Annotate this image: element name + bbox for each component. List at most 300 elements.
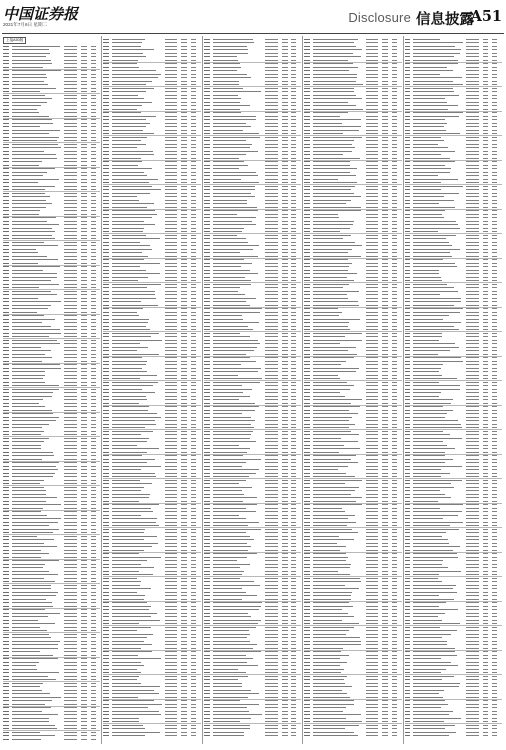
table-row (405, 154, 502, 156)
table-row (103, 70, 200, 72)
table-row (304, 511, 401, 513)
table-row (3, 175, 100, 177)
table-row (204, 266, 301, 268)
table-row (405, 490, 502, 492)
table-row (405, 413, 502, 415)
table-row (405, 455, 502, 457)
table-row (204, 392, 301, 394)
table-row (304, 143, 401, 145)
table-row (405, 77, 502, 79)
table-row (304, 423, 401, 425)
table-row (204, 77, 301, 79)
table-row (103, 119, 200, 121)
table-row (405, 581, 502, 583)
newspaper-name: 中国证券报 (3, 5, 79, 23)
table-row (3, 535, 100, 537)
table-row (405, 703, 502, 705)
table-row (405, 535, 502, 537)
table-row (3, 224, 100, 226)
table-row (304, 122, 401, 124)
table-row (3, 493, 100, 495)
table-row (204, 119, 301, 121)
table-row (304, 462, 401, 464)
table-row (405, 444, 502, 446)
table-row (405, 563, 502, 565)
table-row (304, 45, 401, 47)
table-row (405, 360, 502, 362)
table-row (304, 80, 401, 82)
table-row (103, 490, 200, 492)
table-row (3, 269, 100, 271)
table-row (204, 504, 301, 506)
table-row (204, 49, 301, 51)
table-row (304, 535, 401, 537)
table-row (3, 437, 100, 439)
table-row (304, 259, 401, 261)
table-row (103, 192, 200, 194)
table-row (204, 129, 301, 131)
table-row (304, 38, 401, 40)
table-row (304, 266, 401, 268)
table-row (103, 735, 200, 737)
table-row (3, 154, 100, 156)
table-row (3, 381, 100, 383)
table-row (204, 423, 301, 425)
table-row (3, 87, 100, 89)
table-row (204, 665, 301, 667)
table-row (405, 630, 502, 632)
table-row (405, 675, 502, 677)
table-row (103, 703, 200, 705)
table-row (3, 329, 100, 331)
table-row (405, 385, 502, 387)
table-row (103, 245, 200, 247)
table-row (405, 539, 502, 541)
table-row (3, 455, 100, 457)
table-row (204, 175, 301, 177)
table-row (103, 395, 200, 397)
table-row (204, 94, 301, 96)
table-row (204, 661, 301, 663)
table-row (405, 553, 502, 555)
table-row (3, 549, 100, 551)
table-row (204, 731, 301, 733)
table-row (3, 574, 100, 576)
table-row (204, 577, 301, 579)
table-row (304, 269, 401, 271)
table-row (405, 217, 502, 219)
table-row (405, 479, 502, 481)
table-row (204, 276, 301, 278)
table-row (304, 388, 401, 390)
table-row (405, 126, 502, 128)
table-row (304, 381, 401, 383)
table-row (3, 157, 100, 159)
table-row (204, 679, 301, 681)
table-row (204, 640, 301, 642)
table-row (304, 420, 401, 422)
table-row (405, 73, 502, 75)
section-title-english: Disclosure (348, 10, 411, 25)
table-row (3, 724, 100, 726)
table-row (304, 490, 401, 492)
table-row (405, 504, 502, 506)
table-row (204, 360, 301, 362)
table-row (204, 409, 301, 411)
table-row (405, 542, 502, 544)
table-row (3, 280, 100, 282)
table-row (103, 644, 200, 646)
table-row (405, 252, 502, 254)
table-row (103, 675, 200, 677)
table-row (3, 105, 100, 107)
table-row (304, 87, 401, 89)
table-row (3, 546, 100, 548)
table-row (304, 77, 401, 79)
table-row (304, 220, 401, 222)
table-row (103, 514, 200, 516)
table-row (405, 717, 502, 719)
table-row (304, 395, 401, 397)
table-row (405, 399, 502, 401)
table-row (3, 619, 100, 621)
table-row (103, 136, 200, 138)
table-row (103, 465, 200, 467)
table-row (405, 357, 502, 359)
table-row (304, 210, 401, 212)
table-row (3, 259, 100, 261)
table-row (103, 521, 200, 523)
table-row (103, 556, 200, 558)
table-row (3, 490, 100, 492)
table-row (405, 654, 502, 656)
table-row (3, 672, 100, 674)
table-row (103, 199, 200, 201)
table-row (3, 602, 100, 604)
table-row (204, 437, 301, 439)
table-row (204, 714, 301, 716)
table-row (3, 227, 100, 229)
table-row (405, 395, 502, 397)
table-row (103, 220, 200, 222)
table-row (103, 77, 200, 79)
table-row (3, 273, 100, 275)
table-row (103, 98, 200, 100)
table-row (304, 546, 401, 548)
table-row (304, 63, 401, 65)
table-row (405, 224, 502, 226)
table-row (304, 248, 401, 250)
table-row (405, 416, 502, 418)
table-row (103, 588, 200, 590)
table-row (405, 364, 502, 366)
table-row (304, 563, 401, 565)
table-row (3, 395, 100, 397)
table-row (3, 563, 100, 565)
table-row (304, 605, 401, 607)
table-row (405, 570, 502, 572)
table-row (405, 199, 502, 201)
table-row (3, 171, 100, 173)
table-row (405, 94, 502, 96)
table-row (103, 689, 200, 691)
table-row (3, 448, 100, 450)
table-row (405, 577, 502, 579)
table-row (405, 140, 502, 142)
table-row (3, 126, 100, 128)
table-row (3, 294, 100, 296)
table-row (304, 644, 401, 646)
table-row (304, 630, 401, 632)
table-row (304, 724, 401, 726)
table-row (3, 133, 100, 135)
table-row (405, 98, 502, 100)
table-row (304, 532, 401, 534)
table-row (405, 462, 502, 464)
table-row (103, 276, 200, 278)
table-row (3, 612, 100, 614)
table-row (103, 686, 200, 688)
table-row (304, 227, 401, 229)
table-row (405, 248, 502, 250)
table-row (405, 52, 502, 54)
table-row (304, 350, 401, 352)
table-row (304, 577, 401, 579)
table-row (304, 619, 401, 621)
table-row (304, 112, 401, 114)
table-row (304, 612, 401, 614)
table-row (103, 143, 200, 145)
table-row (3, 668, 100, 670)
table-row (304, 185, 401, 187)
table-row (3, 462, 100, 464)
table-row (405, 448, 502, 450)
table-row (3, 182, 100, 184)
table-row (304, 189, 401, 191)
table-row (405, 70, 502, 72)
table-row (3, 591, 100, 593)
table-row (304, 686, 401, 688)
table-row (204, 626, 301, 628)
table-row (3, 98, 100, 100)
table-row (304, 175, 401, 177)
table-row (204, 63, 301, 65)
table-row (304, 339, 401, 341)
table-row (3, 332, 100, 334)
table-row (204, 619, 301, 621)
table-row (405, 80, 502, 82)
table-row (3, 637, 100, 639)
table-row (304, 91, 401, 93)
continued-from-label: 上接A50版 (3, 37, 26, 44)
table-row (103, 567, 200, 569)
table-row (304, 703, 401, 705)
table-row (304, 504, 401, 506)
table-row (304, 105, 401, 107)
table-row (405, 276, 502, 278)
table-row (204, 413, 301, 415)
table-row (103, 294, 200, 296)
table-row (304, 465, 401, 467)
table-row (304, 325, 401, 327)
table-row (3, 168, 100, 170)
table-row (3, 353, 100, 355)
table-row (204, 542, 301, 544)
table-row (304, 448, 401, 450)
table-row (405, 371, 502, 373)
table-row (3, 661, 100, 663)
table-row (204, 367, 301, 369)
table-row (304, 129, 401, 131)
table-row (304, 308, 401, 310)
table-row (204, 735, 301, 737)
table-row (304, 444, 401, 446)
table-row (204, 448, 301, 450)
table-row (204, 539, 301, 541)
table-row (405, 336, 502, 338)
table-row (405, 528, 502, 530)
table-row (304, 262, 401, 264)
table-column (204, 36, 301, 744)
table-row (405, 315, 502, 317)
table-row (204, 217, 301, 219)
table-row (304, 346, 401, 348)
table-row (204, 644, 301, 646)
table-row (204, 581, 301, 583)
table-row (405, 136, 502, 138)
table-row (204, 703, 301, 705)
table-row (304, 616, 401, 618)
table-row (103, 259, 200, 261)
table-row (405, 388, 502, 390)
table-row (405, 409, 502, 411)
table-row (405, 56, 502, 58)
table-row (103, 570, 200, 572)
table-row (304, 161, 401, 163)
table-row (103, 213, 200, 215)
table-row (103, 728, 200, 730)
table-row (103, 518, 200, 520)
table-row (204, 199, 301, 201)
table-row (103, 591, 200, 593)
table-row (103, 350, 200, 352)
table-row (103, 336, 200, 338)
table-row (304, 409, 401, 411)
table-row (3, 252, 100, 254)
table-row (3, 644, 100, 646)
table-row (103, 171, 200, 173)
table-row (304, 710, 401, 712)
table-row (405, 290, 502, 292)
table-row (103, 679, 200, 681)
table-row (304, 136, 401, 138)
table-row (204, 234, 301, 236)
column-divider (403, 36, 404, 744)
table-row (204, 507, 301, 509)
table-row (204, 651, 301, 653)
table-row (204, 350, 301, 352)
table-row (204, 245, 301, 247)
table-row (405, 178, 502, 180)
disclosure-table-area (2, 36, 504, 746)
table-row (405, 189, 502, 191)
table-row (103, 248, 200, 250)
table-row (204, 465, 301, 467)
table-row (304, 203, 401, 205)
table-row (405, 273, 502, 275)
table-row (204, 154, 301, 156)
table-row (405, 430, 502, 432)
table-row (204, 147, 301, 149)
table-row (3, 626, 100, 628)
table-row (204, 458, 301, 460)
table-row (405, 42, 502, 44)
table-row (3, 735, 100, 737)
table-row (405, 483, 502, 485)
table-row (3, 682, 100, 684)
table-row (405, 308, 502, 310)
table-row (304, 273, 401, 275)
table-row (3, 297, 100, 299)
table-row (3, 185, 100, 187)
table-row (304, 73, 401, 75)
table-row (304, 717, 401, 719)
table-row (103, 392, 200, 394)
table-row (3, 322, 100, 324)
table-row (103, 140, 200, 142)
table-row (103, 640, 200, 642)
table-row (204, 479, 301, 481)
table-row (103, 602, 200, 604)
table-row (3, 301, 100, 303)
table-row (103, 66, 200, 68)
table-row (304, 658, 401, 660)
table-row (405, 87, 502, 89)
table-row (204, 570, 301, 572)
table-row (304, 700, 401, 702)
table-row (3, 553, 100, 555)
table-row (103, 511, 200, 513)
table-row (3, 217, 100, 219)
table-row (304, 728, 401, 730)
table-row (204, 325, 301, 327)
table-row (3, 738, 100, 740)
table-row (204, 490, 301, 492)
table-row (103, 542, 200, 544)
table-row (405, 651, 502, 653)
table-row (405, 192, 502, 194)
table-row (103, 371, 200, 373)
table-row (304, 66, 401, 68)
table-row (405, 609, 502, 611)
table-row (103, 493, 200, 495)
table-row (103, 360, 200, 362)
table-row (204, 609, 301, 611)
table-row (204, 87, 301, 89)
table-row (304, 115, 401, 117)
table-row (3, 497, 100, 499)
table-row (204, 171, 301, 173)
table-row (3, 423, 100, 425)
table-row (204, 612, 301, 614)
masthead-rule (2, 33, 504, 34)
table-row (304, 654, 401, 656)
table-row (3, 56, 100, 58)
table-row (103, 553, 200, 555)
table-row (103, 45, 200, 47)
table-row (304, 455, 401, 457)
table-row (405, 556, 502, 558)
